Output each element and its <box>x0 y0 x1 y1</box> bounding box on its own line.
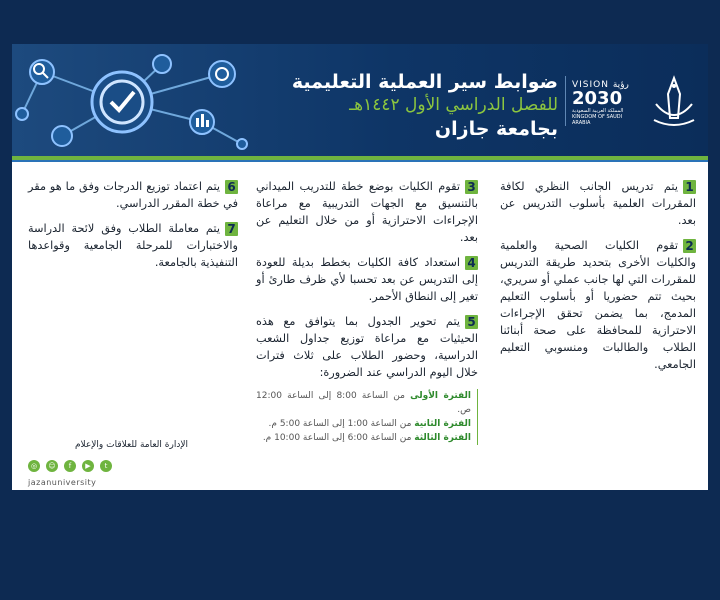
header-banner <box>12 44 708 156</box>
periods-list <box>256 389 478 445</box>
list-item <box>500 237 696 373</box>
title-line-2: للفصل الدراسي الأول ١٤٤٢هـ <box>349 95 558 115</box>
page-title <box>258 70 558 142</box>
column-middle <box>256 178 478 445</box>
period-time: من الساعة 1:00 إلى الساعة 5:00 م. <box>268 419 412 429</box>
item-number: 1 <box>683 180 696 194</box>
item-text: تقوم الكليات بوضع خطة للتدريب الميداني بالتنسيق مع الجهات التدريبية مع مراعاة الإجراءات الاحترازية أو من خلال التعليم عن بعد. <box>256 180 478 244</box>
period-row <box>256 389 471 417</box>
item-text: يتم تدريس الجانب النظري لكافة المقررات العلمية بأسلوب التدريس عن بعد. <box>500 180 696 227</box>
youtube-icon[interactable]: ▶ <box>82 460 94 472</box>
list-item <box>256 254 478 305</box>
logo-divider <box>565 76 566 126</box>
facebook-icon[interactable]: f <box>64 460 76 472</box>
list-item <box>28 178 238 212</box>
vision-label: VISION رؤية <box>572 80 629 90</box>
twitter-icon[interactable]: t <box>100 460 112 472</box>
instagram-icon[interactable]: ◎ <box>28 460 40 472</box>
item-number: 7 <box>225 222 238 236</box>
network-illustration-icon <box>12 44 252 156</box>
period-time: من الساعة 8:00 إلى الساعة 12:00 ص. <box>256 391 471 415</box>
period-label: الفترة الثالثة <box>414 433 471 443</box>
vision-2030-logo <box>572 80 640 126</box>
column-left <box>28 178 238 279</box>
vision-subtitle: المملكة العربية السعودية KINGDOM OF SAUDI ARABIA <box>572 108 624 126</box>
list-item <box>256 178 478 246</box>
item-number: 3 <box>465 180 478 194</box>
period-label: الفترة الأولى <box>410 391 471 401</box>
social-icons <box>28 460 128 474</box>
snapchat-icon[interactable]: ☺ <box>46 460 58 472</box>
university-logo-icon <box>648 74 700 132</box>
item-text: يتم معاملة الطلاب وفق لائحة الدراسة والاختبارات للمرحلة الجامعية وقواعدها التنفيذية بالجامعة. <box>28 222 238 269</box>
item-text: يتم اعتماد توزيع الدرجات وفق ما هو مقر في خطة المقرر الدراسي. <box>28 180 238 210</box>
item-text: يتم تحوير الجدول بما يتوافق مع هذه الحيثيات مع مراعاة توزيع جداول الشعب الدراسية، وحضور الطلاب على ثلاث فترات خلال اليوم الدراسي عند الضرورة: <box>256 315 478 379</box>
vision-year: 2030 <box>572 88 623 109</box>
period-row <box>256 417 471 431</box>
title-line-1: ضوابط سير العملية التعليمية <box>291 71 558 93</box>
item-text: تقوم الكليات الصحية والعلمية والكليات الأخرى بتحديد طريقة التدريس للمقررات التي لها جانب عملي أو سريري، بحيث تتم حضوريا أو بأسلوب التعليم المدمج، بما يضمن تحقق الإجراءات الاحترازية للمحافظة على صحة أبنائنا الطلاب والطالبات ومنسوبي التعليم الجامعي. <box>500 239 696 371</box>
item-number: 5 <box>465 315 478 329</box>
period-row <box>256 431 471 445</box>
list-item <box>256 313 478 381</box>
column-right <box>500 178 696 381</box>
item-number: 6 <box>225 180 238 194</box>
item-number: 4 <box>465 256 478 270</box>
blue-divider <box>12 160 708 162</box>
item-text: استعداد كافة الكليات بخطط بديلة للعودة إلى التدريس عن بعد تحسبا لأي ظرف طارئ أو تغير إلى النطاق الأحمر. <box>256 256 478 303</box>
department-name: الإدارة العامة للعلاقات والإعلام <box>74 440 188 450</box>
list-item <box>28 220 238 271</box>
period-time: من الساعة 6:00 إلى الساعة 10:00 م. <box>262 433 412 443</box>
item-number: 2 <box>683 239 696 253</box>
footer <box>28 440 188 450</box>
infographic-card <box>12 44 708 490</box>
title-line-3: بجامعة جازان <box>434 118 558 140</box>
period-label: الفترة الثانية <box>414 419 471 429</box>
top-band <box>0 0 720 44</box>
social-handle: jazanuniversity <box>28 478 97 487</box>
list-item <box>500 178 696 229</box>
